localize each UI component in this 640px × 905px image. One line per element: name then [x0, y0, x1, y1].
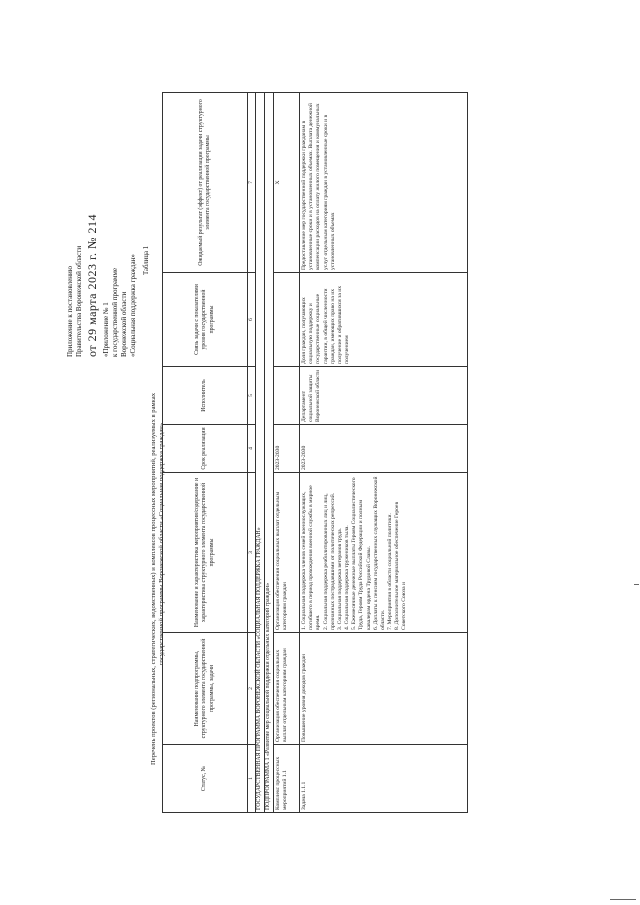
- scan-mark: [610, 899, 636, 900]
- task-content-item: 3. Социальная поддержка ветеранов труда.: [336, 528, 343, 630]
- column-number: 6: [248, 273, 256, 367]
- complex-name: Организация обеспечения социальных выплат отдельным категориям граждан: [274, 633, 300, 745]
- appendix-line-4: к государственной программе: [111, 268, 119, 357]
- complex-executor: [274, 367, 300, 425]
- task-content-item: 2. Социальная поддержка реабилитированных лиц и лиц, признанных пострадавшими от политических репрессий.: [322, 492, 336, 630]
- complex-term: 2023-2030: [274, 425, 300, 473]
- complex-content: Организация обеспечения социальных выплат отдельным категориям граждан: [274, 473, 300, 633]
- task-content-item: 5. Ежемесячные денежные выплаты Героям Социалистического Труда, Героям Труда Российской Федерации и полным кавалерам ордена Трудовой Славы.: [351, 477, 372, 630]
- document-date-number: от 29 марта 2023 г. № 214: [85, 214, 99, 357]
- complex-result: Х: [274, 93, 300, 273]
- heading-line-2: государственной программы Воронежской области «Социальная поддержка граждан»: [158, 422, 165, 665]
- complex-link: [274, 273, 300, 367]
- task-content: [300, 473, 468, 633]
- program-row: [256, 93, 265, 813]
- subprogram-title: ПОДПРОГРАММА 1 «Развитие мер социальной поддержки отдельных категорий граждан»: [265, 93, 274, 813]
- task-content-item: 4. Социальная поддержка тружеников тыла.: [344, 525, 351, 630]
- task-row: [300, 93, 468, 813]
- header-indicator-link: Связь задачи с показателями уровня государственной программы: [163, 273, 248, 367]
- table-header-row: [163, 93, 248, 813]
- appendix-line-6: «Социальная поддержка граждан»: [129, 254, 137, 357]
- header-expected-result: Ожидаемый результат (эффект) от реализации задачи структурного элемента государственной программы: [163, 93, 248, 273]
- header-status: Статус, №: [163, 745, 248, 813]
- projects-table: [162, 92, 468, 813]
- table-label: Таблица 1: [143, 245, 150, 275]
- appendix-line-2: Правительства Воронежской области: [75, 245, 83, 357]
- column-number: 3: [248, 473, 256, 633]
- header-executor: Исполнитель: [163, 367, 248, 425]
- task-content-item: 6. Доплаты к пенсиям государственных служащих Воронежской области.: [372, 476, 386, 630]
- appendix-line-5: Воронежской области: [120, 291, 128, 357]
- task-content-item: 8. Дополнительное материальное обеспечение Героев Советского Союза и: [394, 501, 408, 630]
- header-subprogram-name: Наименование подпрограммы, структурного элемента государственной программы, задачи: [163, 633, 248, 745]
- heading-line-1: Перечень проектов (региональных, стратегических, ведомственных) и комплексов процессных мероприятий, реализуемых в рамках: [150, 393, 157, 765]
- task-status: Задача 1.1.1: [300, 745, 468, 813]
- task-name: Повышение уровня доходов граждан: [300, 633, 468, 745]
- column-number: 2: [248, 633, 256, 745]
- task-indicator-link: Доля граждан, получающих социальную поддержку и государственные социальные гарантии, в общей численности граждан, имеющих право на их получение и обратившихся за их получением: [300, 273, 468, 367]
- header-term: Срок реализации: [163, 425, 248, 473]
- program-title: ГОСУДАРСТВЕННАЯ ПРОГРАММА ВОРОНЕЖСКОЙ ОБЛАСТИ «СОЦИАЛЬНАЯ ПОДДЕРЖКА ГРАЖДАН»: [256, 93, 265, 813]
- task-content-item: 1. Социальная поддержка членов семей военнослужащих, погибшего в период прохождения военной службы в мирное время.: [301, 485, 322, 630]
- scan-mark: [634, 584, 639, 585]
- subprogram-row: [265, 93, 274, 813]
- task-executor: Департамент социальной защиты Воронежской области: [300, 367, 468, 425]
- appendix-line-3: «Приложение № 1: [102, 302, 110, 357]
- task-term: 2023-2030: [300, 425, 468, 473]
- column-numbers-row: [248, 93, 256, 813]
- column-number: 7: [248, 93, 256, 273]
- task-expected-result: Предоставление мер государственной поддержки гражданам в установленные сроки и в установленных объемах. Выплата денежной компенсации расходов на оплату жилого помещения и коммунальных услуг отдельным категориям граждан в установленные сроки и в установленных объемах: [300, 93, 468, 273]
- appendix-line-1: Приложение к постановлению: [66, 265, 74, 357]
- task-content-item: 7. Мероприятия в области социальной политики.: [387, 513, 394, 630]
- column-number: 4: [248, 425, 256, 473]
- header-event-content: Наименование и характеристика мероприятия/содержание и характеристика структурного элемента государственной программы: [163, 473, 248, 633]
- column-number: 5: [248, 367, 256, 425]
- complex-row: [274, 93, 300, 813]
- complex-status: Комплекс процессных мероприятий 1.1: [274, 745, 300, 813]
- column-number: 1: [248, 745, 256, 813]
